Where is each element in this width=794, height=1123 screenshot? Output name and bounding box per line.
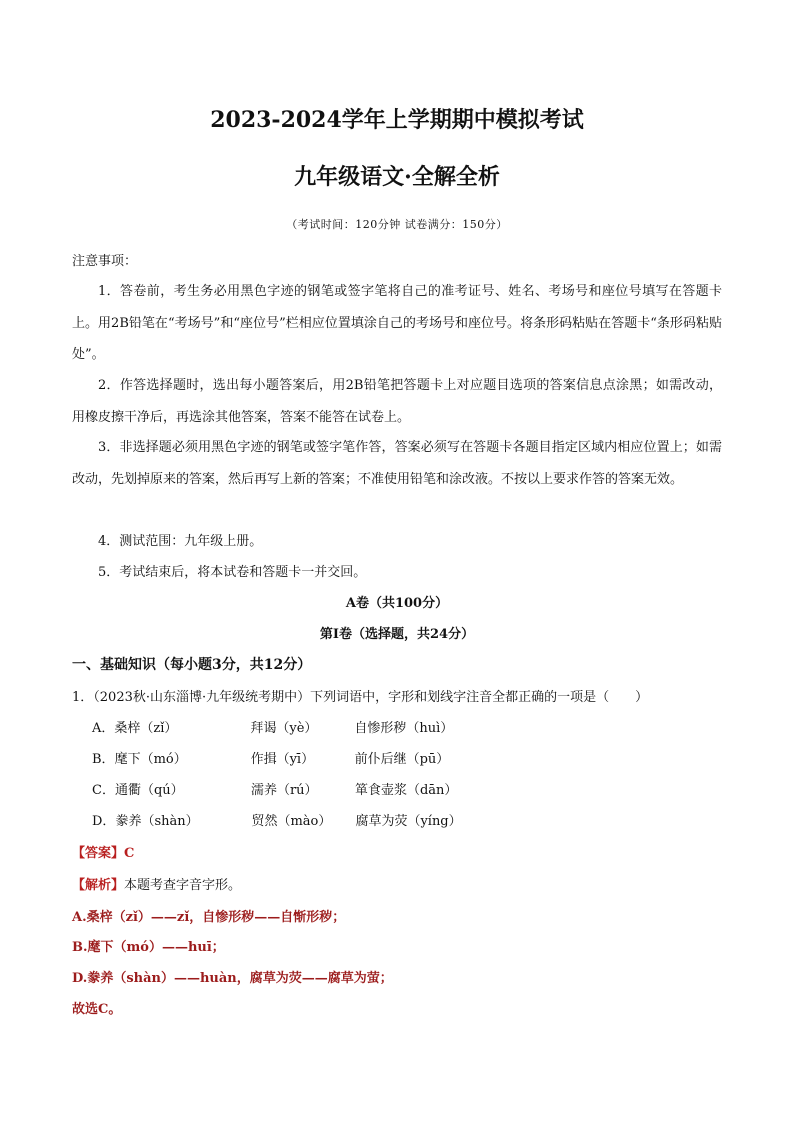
option-a	[92, 717, 453, 736]
document-title: 2023-2024学年上学期期中模拟考试	[210, 107, 584, 133]
answer-line	[72, 842, 134, 861]
analysis-intro: 本题考查字音字形。	[124, 878, 242, 893]
analysis-line-d: D.豢养（shàn）——huàn，腐草为荧——腐草为萤；	[72, 971, 393, 986]
notice-item-5: 5．考试结束后，将本试卷和答题卡一并交回。	[98, 565, 367, 580]
option-word: 贸然（mào）	[251, 814, 332, 829]
notice-item-3: 3．非选择题必须用黑色字迹的钢笔或签字笔作答，答案必须写在答题卡各题目指定区域内相应位置上；如需改动，先划掉原来的答案，然后再写上新的答案；不准使用铅笔和涂改液。不按以上要求作答的答案无效。	[72, 440, 722, 487]
document-subtitle: 九年级语文·全解全析	[294, 164, 500, 190]
question-1-stem: 1．（2023秋·山东淄博·九年级统考期中）下列词语中，字形和划线字注音全都正确的一项是（ ）	[72, 690, 649, 705]
option-d	[92, 810, 462, 829]
option-label: B．	[92, 752, 115, 767]
exam-meta: （考试时间：120分钟 试卷满分：150分）	[286, 218, 508, 231]
option-word: 濡养（rú）	[250, 783, 318, 798]
option-label: C．	[92, 783, 115, 798]
answer-value: C	[124, 846, 135, 861]
option-word: 拜谒（yè）	[250, 721, 318, 736]
option-c	[92, 779, 457, 798]
section-1-heading: 一、基础知识（每小题3分，共12分）	[72, 657, 312, 673]
option-word: 前仆后继（pū）	[354, 752, 450, 767]
analysis-conclusion: 故选C。	[72, 1002, 122, 1017]
option-label: D．	[92, 814, 116, 829]
notice-item-1: 1．答卷前，考生务必用黑色字迹的钢笔或签字笔将自己的准考证号、姓名、考场号和座位号填写在答题卡上。用2B铅笔在“考场号”和“座位号”栏相应位置填涂自己的考场号和座位号。将条形码粘贴在答题卡“条形码粘贴处”。	[72, 284, 722, 362]
analysis-line-b: B.麾下（mó）——huī；	[72, 940, 225, 955]
option-word: 箪食壶浆（dān）	[354, 783, 458, 798]
option-label: A．	[92, 721, 115, 736]
notice-heading: 注意事项：	[72, 254, 138, 269]
option-word: 作揖（yī）	[250, 752, 315, 767]
answer-tag: 【答案】	[72, 846, 125, 861]
volume-a-heading: A卷（共100分）	[345, 596, 449, 611]
analysis-tag: 【解析】	[72, 878, 125, 893]
analysis-line-a: A.桑梓（zǐ）——zǐ，自惨形秽——自惭形秽；	[72, 910, 346, 925]
option-word: 桑梓（zǐ）	[114, 721, 178, 736]
analysis-line	[72, 874, 241, 893]
option-word: 麾下（mó）	[114, 752, 187, 767]
notice-item-2: 2．作答选择题时，选出每小题答案后，用2B铅笔把答题卡上对应题目选项的答案信息点涂黑；如需改动，用橡皮擦干净后，再选涂其他答案，答案不能答在试卷上。	[72, 378, 722, 425]
notice-item-4: 4．测试范围：九年级上册。	[98, 534, 263, 549]
option-word: 腐草为荧（yíng）	[355, 814, 462, 829]
option-b	[92, 748, 449, 767]
option-word: 豢养（shàn）	[115, 814, 199, 829]
option-word: 自惨形秽（huì）	[354, 721, 454, 736]
part-1-heading: 第I卷（选择题，共24分）	[319, 627, 475, 642]
option-word: 通衢（qú）	[114, 783, 184, 798]
